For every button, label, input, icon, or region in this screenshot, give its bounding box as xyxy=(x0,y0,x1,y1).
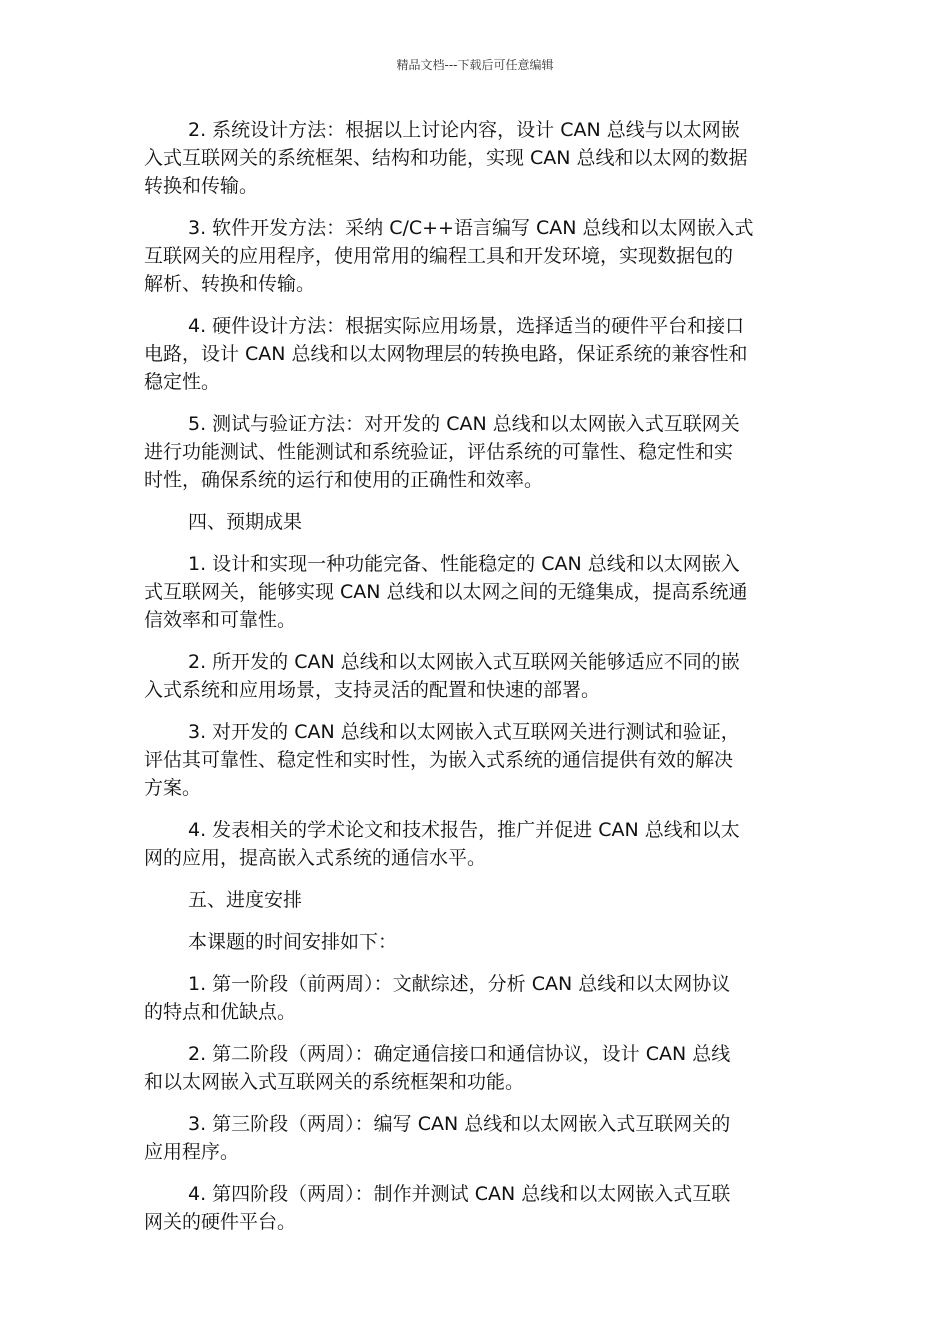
paragraph-line: 解析、转换和传输。 xyxy=(144,273,316,295)
document-body xyxy=(144,116,804,1250)
paragraph-line: 5. 测试与验证方法：对开发的 CAN 总线和以太网嵌入式互联网关 xyxy=(188,413,740,435)
paragraph-line: 3. 第三阶段（两周）：编写 CAN 总线和以太网嵌入式互联网关的 xyxy=(188,1113,731,1135)
paragraph xyxy=(144,1180,804,1236)
paragraph xyxy=(144,886,804,914)
paragraph xyxy=(144,312,804,396)
paragraph-line: 1. 第一阶段（前两周）：文献综述，分析 CAN 总线和以太网协议 xyxy=(188,973,731,995)
paragraph-line: 方案。 xyxy=(144,777,202,799)
paragraph xyxy=(144,970,804,1026)
page-header: 精品文档---下载后可任意编辑 xyxy=(396,58,554,72)
paragraph xyxy=(144,648,804,704)
paragraph xyxy=(144,816,804,872)
paragraph-line: 电路，设计 CAN 总线和以太网物理层的转换电路，保证系统的兼容性和 xyxy=(144,343,748,365)
paragraph-line: 的特点和优缺点。 xyxy=(144,1001,297,1023)
paragraph-line: 网关的硬件平台。 xyxy=(144,1211,297,1233)
paragraph xyxy=(144,928,804,956)
paragraph-line: 四、预期成果 xyxy=(188,511,303,533)
paragraph-line: 转换和传输。 xyxy=(144,175,259,197)
paragraph-line: 进行功能测试、性能测试和系统验证，评估系统的可靠性、稳定性和实 xyxy=(144,441,734,463)
paragraph-line: 五、进度安排 xyxy=(188,889,303,911)
paragraph-line: 时性，确保系统的运行和使用的正确性和效率。 xyxy=(144,469,544,491)
paragraph xyxy=(144,508,804,536)
paragraph-line: 和以太网嵌入式互联网关的系统框架和功能。 xyxy=(144,1071,525,1093)
paragraph-line: 信效率和可靠性。 xyxy=(144,609,297,631)
paragraph-line: 互联网关的应用程序，使用常用的编程工具和开发环境，实现数据包的 xyxy=(144,245,734,267)
paragraph-line: 4. 硬件设计方法：根据实际应用场景，选择适当的硬件平台和接口 xyxy=(188,315,745,337)
paragraph xyxy=(144,1040,804,1096)
paragraph xyxy=(144,1110,804,1166)
paragraph xyxy=(144,718,804,802)
paragraph-line: 式互联网关，能够实现 CAN 总线和以太网之间的无缝集成，提高系统通 xyxy=(144,581,748,603)
paragraph-line: 1. 设计和实现一种功能完备、性能稳定的 CAN 总线和以太网嵌入 xyxy=(188,553,740,575)
paragraph-line: 稳定性。 xyxy=(144,371,221,393)
paragraph-line: 评估其可靠性、稳定性和实时性，为嵌入式系统的通信提供有效的解决 xyxy=(144,749,734,771)
paragraph-line: 2. 第二阶段（两周）：确定通信接口和通信协议，设计 CAN 总线 xyxy=(188,1043,731,1065)
paragraph-line: 入式互联网关的系统框架、结构和功能，实现 CAN 总线和以太网的数据 xyxy=(144,147,748,169)
paragraph-line: 2. 系统设计方法：根据以上讨论内容，设计 CAN 总线与以太网嵌 xyxy=(188,119,740,141)
paragraph-line: 网的应用，提高嵌入式系统的通信水平。 xyxy=(144,847,487,869)
paragraph xyxy=(144,116,804,200)
paragraph-line: 入式系统和应用场景，支持灵活的配置和快速的部署。 xyxy=(144,679,601,701)
paragraph xyxy=(144,214,804,298)
paragraph-line: 3. 软件开发方法：采纳 C/C++语言编写 CAN 总线和以太网嵌入式 xyxy=(188,217,754,239)
paragraph-line: 2. 所开发的 CAN 总线和以太网嵌入式互联网关能够适应不同的嵌 xyxy=(188,651,740,673)
paragraph-line: 4. 发表相关的学术论文和技术报告，推广并促进 CAN 总线和以太 xyxy=(188,819,740,841)
paragraph-line: 3. 对开发的 CAN 总线和以太网嵌入式互联网关进行测试和验证， xyxy=(188,721,740,743)
paragraph-line: 本课题的时间安排如下： xyxy=(188,931,398,953)
paragraph xyxy=(144,410,804,494)
paragraph-line: 4. 第四阶段（两周）：制作并测试 CAN 总线和以太网嵌入式互联 xyxy=(188,1183,731,1205)
paragraph-line: 应用程序。 xyxy=(144,1141,240,1163)
paragraph xyxy=(144,550,804,634)
